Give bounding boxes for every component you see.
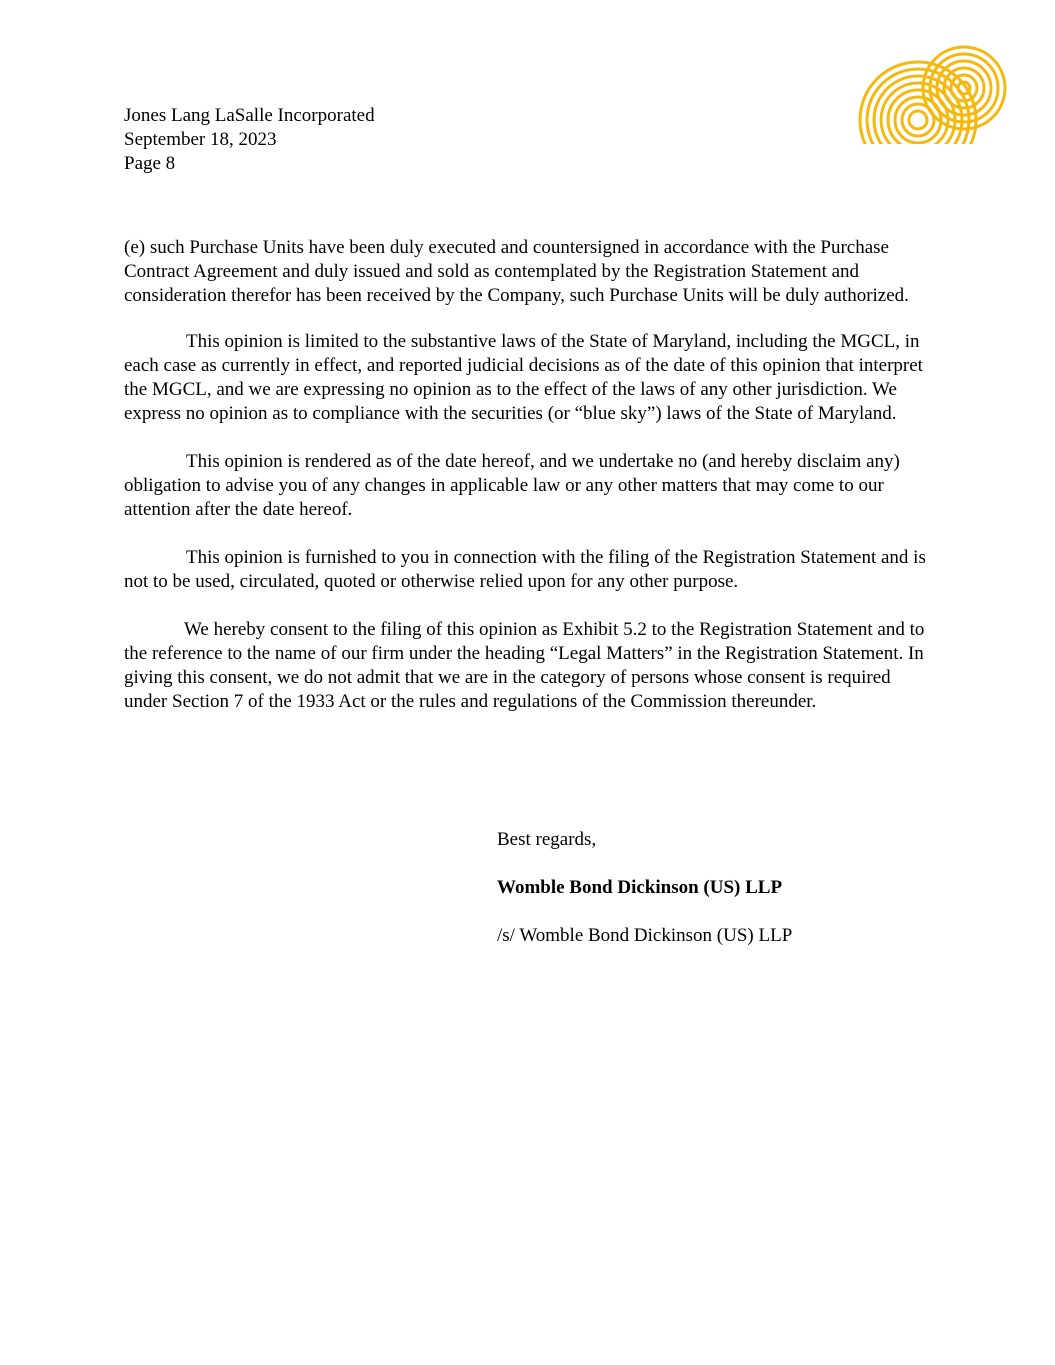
concentric-circles-logo-icon [856,44,1011,146]
letter-closing [497,828,792,972]
paragraph-date-rendered: This opinion is rendered as of the date hereof, and we undertake no (and hereby disclaim any) obligation to advise you of any changes in applicable law or any other matters that may come to our attention after the date hereof. [124,451,900,520]
signature-line: /s/ Womble Bond Dickinson (US) LLP [497,925,793,946]
firm-name: Womble Bond Dickinson (US) LLP [497,877,783,898]
paragraph-maryland-law: This opinion is limited to the substantive laws of the State of Maryland, including the MGCL, in each case as currently in effect, and reported judicial decisions as of the date of this opinion that interpret the MGCL, and we are expressing no opinion as to the effect of the laws of any other jurisdiction. We express no opinion as to compliance with the securities (or “blue sky”) laws of the State of Maryland. [124,331,923,424]
page-number: Page 8 [124,153,176,174]
paragraph-furnished: This opinion is furnished to you in connection with the filing of the Registration Statement and is not to be used, circulated, quoted or otherwise relied upon for any other purpose. [124,547,926,592]
salutation: Best regards, [497,829,597,850]
paragraph-consent: We hereby consent to the filing of this opinion as Exhibit 5.2 to the Registration Statement and to the reference to the name of our firm under the heading “Legal Matters” in the Registration Statement. In giving this consent, we do not admit that we are in the category of persons whose consent is required under Section 7 of the 1933 Act or the rules and regulations of the Commission thereunder. [124,619,925,712]
letter-date: September 18, 2023 [124,129,277,150]
letter-body [124,236,936,738]
addressee-company: Jones Lang LaSalle Incorporated [124,105,375,126]
letter-header [124,104,375,176]
paragraph-purchase-units: (e) such Purchase Units have been duly executed and countersigned in accordance with the Purchase Contract Agreement and duly issued and sold as contemplated by the Registration Statement and consideration therefor has been received by the Company, such Purchase Units will be duly authorized. [124,237,909,306]
